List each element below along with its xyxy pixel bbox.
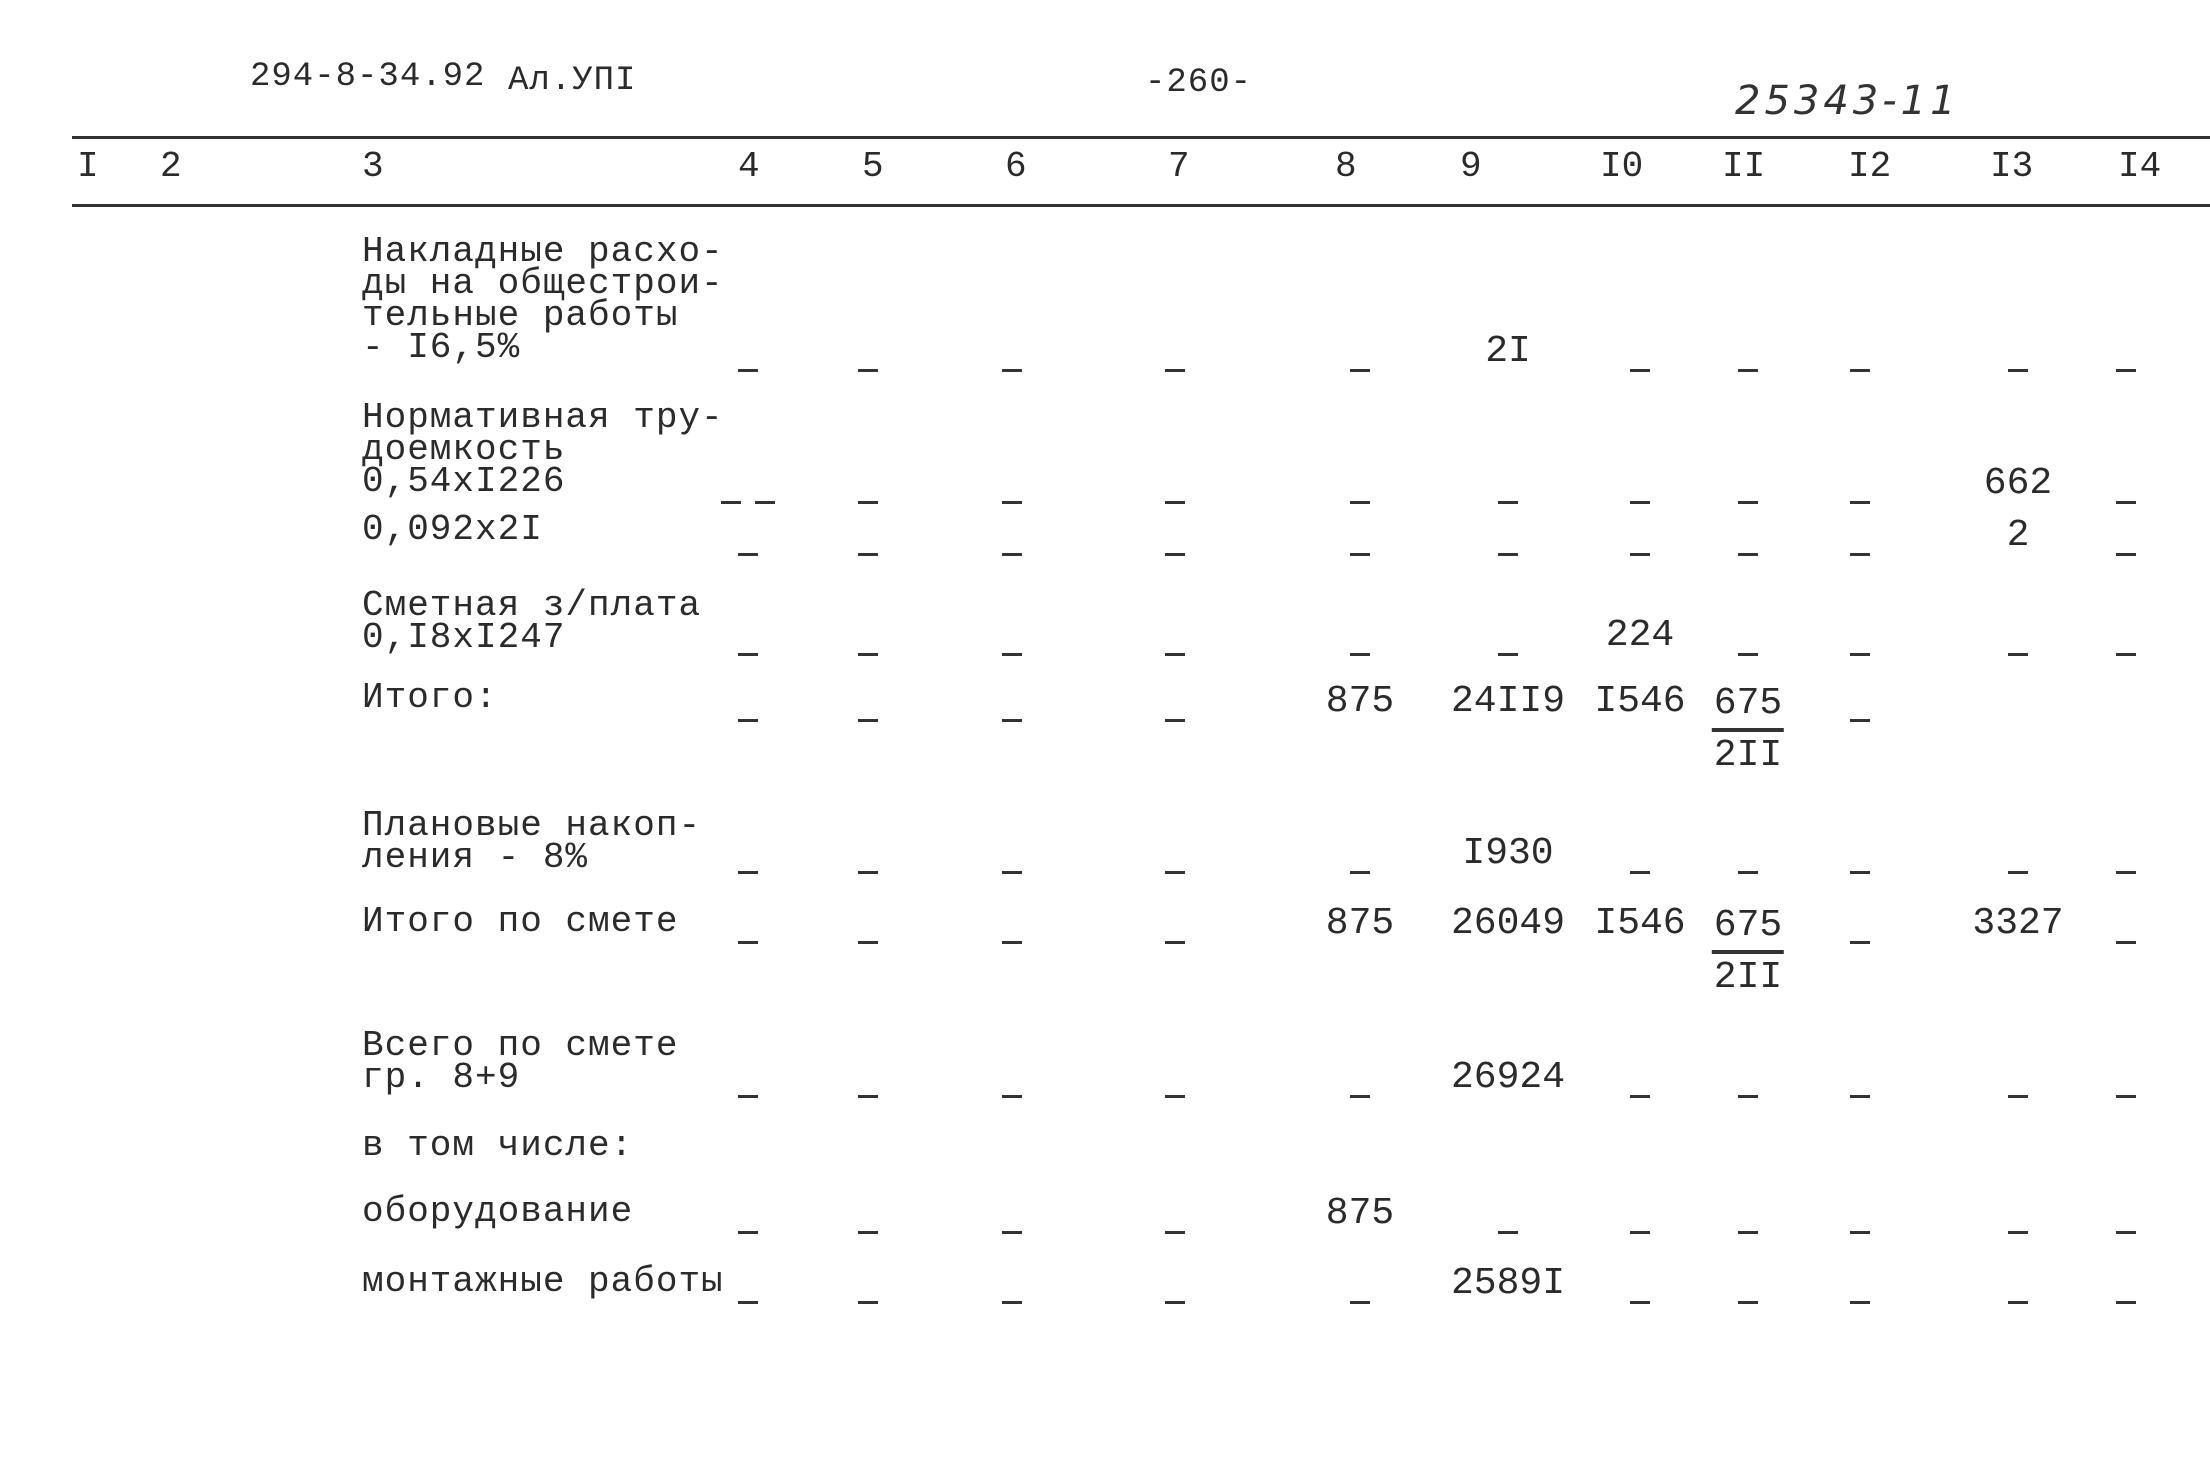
dash-mark [1002,369,1022,372]
fraction-denominator: 2II [1713,734,1783,777]
dash-mark [1165,553,1185,556]
fraction-cell [1712,680,1784,780]
row-label-line: Накладные расхо- [362,231,724,272]
dash-mark [1165,1231,1185,1234]
row-label-line: - I6,5% [362,327,521,368]
dash-cell [1630,1282,1650,1325]
row-label [362,397,724,502]
dash-cell [1850,634,1870,677]
row-label-line: Итого по смете [362,901,679,942]
dash-mark [1350,871,1370,874]
dash-cell [1002,350,1022,393]
value-cell: I930 [1462,832,1554,875]
dash-cell [2008,852,2028,895]
dash-cell [1630,534,1650,577]
dash-mark [858,1231,878,1234]
dash-cell [2008,1076,2028,1119]
dash-cell [2116,634,2136,677]
dash-mark [738,653,758,656]
dash-cell [1850,852,1870,895]
dash-cell [738,1076,758,1119]
dash-mark [1002,719,1022,722]
fraction-numerator: 675 [1712,902,1784,954]
fraction-cell [1712,902,1784,1002]
dash-mark [1850,1095,1870,1098]
dash-mark [721,501,741,504]
dash-cell [1850,534,1870,577]
dash-cell [1002,922,1022,965]
dash-mark [1850,501,1870,504]
dash-cell [1002,482,1022,525]
column-number: 8 [1335,146,1357,187]
dash-cell [1738,852,1758,895]
dash-cell [858,700,878,743]
dash-cell [738,700,758,743]
dash-mark [1630,871,1650,874]
dash-cell [1165,1282,1185,1325]
dash-mark [2116,1301,2136,1304]
dash-cell [1850,350,1870,393]
dash-mark [858,941,878,944]
dash-mark [1630,1231,1650,1234]
dash-cell [2008,1282,2028,1325]
dash-cell [1738,350,1758,393]
dash-cell [1738,482,1758,525]
dash-mark [858,553,878,556]
dash-mark [2008,1301,2028,1304]
value-cell: 2589I [1450,1262,1566,1305]
dash-cell [738,852,758,895]
row-label-line: ды на общестрои- [362,263,724,304]
dash-mark [858,369,878,372]
dash-cell [1350,634,1370,677]
row-label-line: тельные работы [362,295,679,336]
dash-mark [1630,1095,1650,1098]
dash-mark [1165,941,1185,944]
row-label [362,231,724,368]
dash-mark [1738,871,1758,874]
column-number: 7 [1168,146,1190,187]
dash-mark [1850,653,1870,656]
dash-mark [738,1095,758,1098]
dash-mark [1738,501,1758,504]
dash-mark [1630,369,1650,372]
dash-cell [2116,922,2136,965]
dash-mark [1850,871,1870,874]
row-label-line: 0,092x2I [362,509,543,550]
dash-mark [1165,1301,1185,1304]
dash-cell [1002,700,1022,743]
dash-mark [1630,553,1650,556]
dash-mark [858,719,878,722]
value-cell: 24II9 [1450,680,1566,723]
dash-cell [1850,1212,1870,1255]
dash-cell [1738,634,1758,677]
dash-mark [858,653,878,656]
dash-cell [858,350,878,393]
dash-cell [1002,634,1022,677]
dash-mark [1498,501,1518,504]
dash-mark [2008,653,2028,656]
dash-mark [1350,1095,1370,1098]
value-cell: 662 [1983,462,2053,505]
dash-cell [738,922,758,965]
dash-mark [1165,1095,1185,1098]
dash-mark [2116,941,2136,944]
dash-mark [1165,719,1185,722]
row-label-line: Итого: [362,677,498,718]
dash-cell [1002,534,1022,577]
row-label [362,509,543,550]
column-number: 6 [1005,146,1027,187]
dash-cell [2116,1282,2136,1325]
dash-mark [1738,553,1758,556]
header-top-rule [72,136,2210,139]
value-cell: I546 [1594,902,1686,945]
dash-cell [2008,1212,2028,1255]
dash-cell [1350,852,1370,895]
dash-mark [738,871,758,874]
dash-cell [1165,482,1185,525]
dash-mark [1738,1231,1758,1234]
dash-cell [1350,482,1370,525]
row-label-line: доемкость [362,429,566,470]
dash-cell [1630,482,1650,525]
dash-cell [738,534,758,577]
fraction-denominator: 2II [1713,956,1783,999]
row-label-line: 0,I8xI247 [362,617,566,658]
value-cell: 2 [2006,514,2030,557]
dash-mark [1738,653,1758,656]
dash-cell [1002,1076,1022,1119]
dash-mark [1350,369,1370,372]
row-label [362,585,702,658]
column-number: I3 [1990,146,2034,187]
dash-cell [721,482,775,525]
row-label-line: гр. 8+9 [362,1057,521,1098]
value-cell: 875 [1325,680,1395,723]
dash-cell [1350,350,1370,393]
dash-cell [1850,1282,1870,1325]
fraction [1712,902,1784,1002]
dash-mark [1630,1301,1650,1304]
dash-mark [1165,871,1185,874]
dash-cell [858,852,878,895]
column-number: 3 [362,146,384,187]
dash-cell [2008,634,2028,677]
dash-cell [1002,1282,1022,1325]
dash-cell [1165,1076,1185,1119]
row-label [362,901,679,942]
dash-mark [1002,553,1022,556]
value-cell: 875 [1325,902,1395,945]
dash-mark [858,871,878,874]
page-number: -260- [1145,64,1253,102]
dash-mark [1738,1095,1758,1098]
dash-cell [1165,700,1185,743]
column-number: I0 [1600,146,1644,187]
dash-cell [1498,634,1518,677]
dash-mark [2008,871,2028,874]
dash-cell [1630,1212,1650,1255]
dash-cell [1850,922,1870,965]
dash-mark [1002,871,1022,874]
dash-cell [858,1282,878,1325]
dash-cell [1002,852,1022,895]
value-cell: 26049 [1450,902,1566,945]
dash-cell [1738,1076,1758,1119]
dash-mark [1498,653,1518,656]
dash-mark [1002,501,1022,504]
column-number: I [77,146,99,187]
dash-mark [1165,369,1185,372]
dash-mark [858,501,878,504]
dash-mark [858,1095,878,1098]
dash-cell [1630,852,1650,895]
fraction [1712,680,1784,780]
dash-mark [1350,653,1370,656]
dash-cell [1498,1212,1518,1255]
column-number: II [1722,146,1766,187]
value-cell: 875 [1325,1192,1395,1235]
value-cell: 26924 [1450,1056,1566,1099]
row-label [362,1261,724,1302]
dash-cell [1850,482,1870,525]
dash-mark [1850,719,1870,722]
dash-cell [858,634,878,677]
row-label-line: оборудование [362,1191,634,1232]
dash-mark [2008,1231,2028,1234]
dash-mark [2008,1095,2028,1098]
inventory-number: 25343-11 [1735,78,1960,124]
dash-mark [858,1301,878,1304]
dash-mark [2116,369,2136,372]
dash-mark [738,719,758,722]
row-label [362,1191,634,1232]
dash-mark [1498,553,1518,556]
dash-cell [1738,534,1758,577]
dash-cell [1165,1212,1185,1255]
dash-mark [2116,553,2136,556]
dash-cell [1738,1282,1758,1325]
dash-cell [738,1282,758,1325]
dash-mark [738,1231,758,1234]
dash-mark [738,553,758,556]
dash-cell [1630,1076,1650,1119]
dash-cell [1165,634,1185,677]
row-label-line: в том числе: [362,1125,634,1166]
dash-mark [2116,1095,2136,1098]
dash-cell [858,922,878,965]
row-label-line: ления - 8% [362,837,589,878]
value-cell: 2I [1485,330,1531,373]
dash-cell [858,1212,878,1255]
dash-cell [2116,852,2136,895]
dash-cell [2116,350,2136,393]
dash-mark [1850,1231,1870,1234]
column-number: 5 [862,146,884,187]
dash-cell [1165,922,1185,965]
dash-cell [738,1212,758,1255]
dash-mark [738,941,758,944]
dash-mark [1850,1301,1870,1304]
dash-cell [1165,852,1185,895]
value-cell: 224 [1605,614,1675,657]
row-label-line: 0,54xI226 [362,461,566,502]
row-label-line: Плановые накоп- [362,805,702,846]
dash-cell [738,350,758,393]
dash-mark [2116,871,2136,874]
dash-mark [1002,653,1022,656]
dash-mark [1165,653,1185,656]
dash-mark [2008,369,2028,372]
dash-mark [1002,941,1022,944]
dash-cell [1850,1076,1870,1119]
dash-mark [738,369,758,372]
dash-cell [1350,1282,1370,1325]
dash-cell [1002,1212,1022,1255]
dash-mark [1498,1231,1518,1234]
dash-cell [1630,350,1650,393]
column-number: I2 [1848,146,1892,187]
row-label [362,1125,634,1166]
document-code: 294-8-34.92 [250,58,486,96]
fraction-numerator: 675 [1712,680,1784,732]
header-bottom-rule [72,204,2210,207]
dash-mark [2116,653,2136,656]
dash-cell [1498,482,1518,525]
dash-cell [1165,350,1185,393]
dash-cell [858,482,878,525]
row-label-line: Сметная з/плата [362,585,702,626]
dash-mark [755,501,775,504]
dash-mark [1350,1301,1370,1304]
dash-cell [1350,1076,1370,1119]
dash-cell [1350,534,1370,577]
dash-mark [1850,369,1870,372]
dash-cell [738,634,758,677]
row-label [362,805,702,878]
dash-cell [2008,350,2028,393]
column-number: 9 [1460,146,1482,187]
value-cell: I546 [1594,680,1686,723]
dash-mark [2116,501,2136,504]
dash-mark [1850,941,1870,944]
row-label [362,677,498,718]
dash-cell [1738,1212,1758,1255]
dash-cell [2116,1212,2136,1255]
dash-cell [1850,700,1870,743]
column-number: 4 [738,146,760,187]
row-label [362,1025,679,1098]
dash-cell [1165,534,1185,577]
dash-mark [1738,369,1758,372]
row-label-line: Нормативная тру- [362,397,724,438]
dash-mark [1850,553,1870,556]
row-label-line: Всего по смете [362,1025,679,1066]
value-cell: 3327 [1972,902,2064,945]
row-label-line: монтажные работы [362,1261,724,1302]
dash-mark [1165,501,1185,504]
column-number: I4 [2118,146,2162,187]
dash-cell [2116,482,2136,525]
dash-mark [1002,1095,1022,1098]
dash-cell [2116,1076,2136,1119]
dash-mark [1350,501,1370,504]
dash-mark [2116,1231,2136,1234]
dash-mark [1002,1231,1022,1234]
dash-mark [1738,1301,1758,1304]
dash-mark [1350,553,1370,556]
dash-mark [738,1301,758,1304]
dash-mark [1630,501,1650,504]
dash-cell [858,1076,878,1119]
dash-mark [1002,1301,1022,1304]
dash-cell [2116,534,2136,577]
column-number: 2 [160,146,182,187]
sheet-label: Ал.УПI [508,62,637,100]
dash-cell [1498,534,1518,577]
dash-cell [858,534,878,577]
